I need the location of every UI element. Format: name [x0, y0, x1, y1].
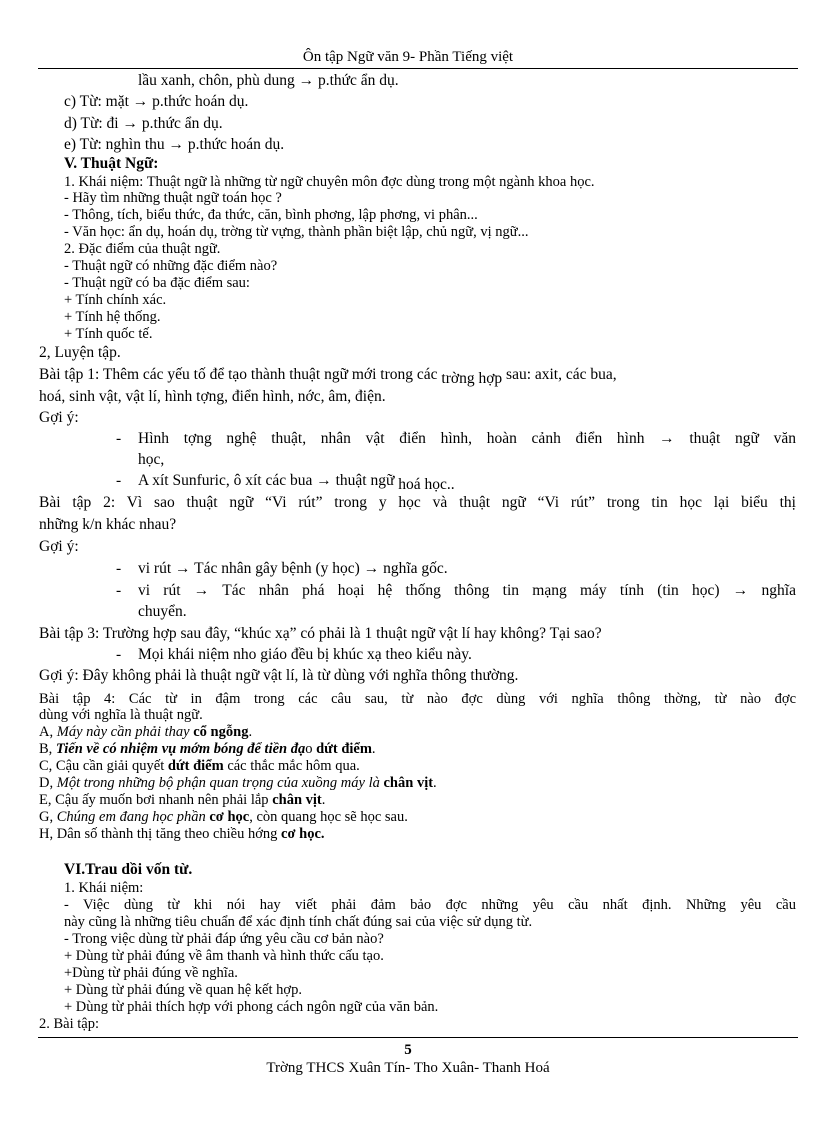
text-line: dùng với nghĩa là thuật ngữ.	[39, 707, 203, 723]
text-span: B,	[39, 741, 56, 757]
text-span: trờng hợp	[441, 370, 503, 387]
text-line	[39, 741, 376, 757]
text-span: .	[321, 792, 326, 808]
text-span: các thắc mắc hôm qua.	[223, 758, 360, 774]
bullet-dash: -	[116, 560, 122, 577]
page-number: 5	[404, 1042, 412, 1058]
text-line: 2, Luyện tập.	[39, 344, 121, 361]
text-span: chân vịt	[272, 792, 322, 808]
bullet-dash: -	[116, 582, 122, 599]
text-line: e) Từ: nghìn thu → p.thức hoán dụ.	[64, 136, 285, 153]
text-line: Bài tập 2: Vì sao thuật ngữ “Vi rút” trong y học và thuật ngữ “Vi rút” trong tin học lại biểu thị	[39, 494, 796, 511]
text-span: o	[305, 741, 317, 757]
text-line	[39, 724, 252, 740]
text-span: G,	[39, 809, 57, 825]
text-line: Gợi ý:	[39, 538, 79, 555]
text-line: + Tính hệ thống.	[64, 309, 161, 325]
text-line: +Dùng từ phải đúng về nghĩa.	[64, 965, 238, 981]
text-line: - Việc dùng từ khi nói hay viết phải đảm bảo đợc những yêu cầu nhất định. Những yêu cầu	[64, 897, 796, 913]
text-line	[39, 366, 617, 387]
text-span: , còn quang học sẽ học sau.	[249, 809, 408, 825]
text-span: A,	[39, 724, 57, 740]
text-line: c) Từ: mặt → p.thức hoán dụ.	[64, 93, 249, 110]
text-line: - Thuật ngữ có ba đặc điểm sau:	[64, 275, 250, 291]
text-span: cổ ngỗng	[193, 724, 249, 740]
text-line: - Hãy tìm những thuật ngữ toán học ?	[64, 190, 282, 206]
text-line: 1. Khái niệm:	[64, 880, 144, 896]
text-line: + Tính quốc tế.	[64, 326, 153, 342]
text-line: Gợi ý: Đây không phải là thuật ngữ vật lí, là từ dùng với nghĩa thông thường.	[39, 667, 519, 684]
text-span: sau: axit, các bua,	[506, 366, 617, 383]
text-line: hoá, sinh vật, vật lí, hình tợng, điển hình, nớc, âm, điện.	[39, 388, 386, 405]
text-line: Gợi ý:	[39, 409, 79, 426]
text-span: Máy này cần phải thay	[56, 724, 194, 740]
page-footer: Trờng THCS Xuân Tín- Tho Xuân- Thanh Hoá	[266, 1060, 550, 1076]
text-line	[39, 775, 437, 791]
text-line: chuyển.	[138, 603, 187, 620]
text-line: - Thuật ngữ có những đặc điểm nào?	[64, 258, 278, 274]
text-span: E, Cậu ấy muốn bơi nhanh nên phải lắp	[39, 792, 273, 808]
text-line: + Tính chính xác.	[64, 292, 167, 308]
text-span: Một trong những bộ phận quan trọng của xuồng máy là	[56, 775, 384, 791]
text-line: Bài tập 3: Trường hợp sau đây, “khúc xạ” có phải là 1 thuật ngữ vật lí hay không? Tại sao?	[39, 625, 602, 642]
page-header: Ôn tập Ngữ văn 9- Phần Tiếng việt	[302, 49, 514, 65]
footer-rule	[38, 1037, 798, 1038]
section-heading: VI.Trau dồi vốn từ.	[64, 861, 193, 878]
text-span: C, Cậu cần giải quyết	[39, 758, 168, 774]
text-line	[39, 792, 325, 808]
text-line	[138, 472, 455, 493]
text-span: cơ học	[209, 809, 250, 825]
text-line: - Thông, tích, biểu thức, đa thức, căn, bình phơng, lập phơng, vi phân...	[64, 207, 478, 223]
text-line: 2. Bài tập:	[39, 1016, 100, 1032]
text-line: vi rút → Tác nhân gây bệnh (y học) → nghĩa gốc.	[138, 560, 448, 577]
text-line: học,	[138, 451, 165, 468]
text-span: dứt điểm	[316, 741, 372, 757]
text-span: chân vịt	[383, 775, 434, 791]
text-line: lầu xanh, chôn, phù dung → p.thức ẩn dụ.	[138, 72, 399, 89]
text-line: + Dùng từ phải thích hợp với phong cách ngôn ngữ của văn bản.	[64, 999, 439, 1015]
text-line	[39, 826, 325, 842]
text-line: Hình tợng nghệ thuật, nhân vật điển hình, hoàn cảnh điển hình → thuật ngữ văn	[138, 430, 796, 447]
text-line: + Dùng từ phải đúng về quan hệ kết hợp.	[64, 982, 302, 998]
text-line: vi rút → Tác nhân phá hoại hệ thống thông tin mạng máy tính (tin học) → nghĩa	[138, 582, 796, 599]
section-heading: V. Thuật Ngữ:	[64, 155, 159, 172]
text-span: D,	[39, 775, 57, 791]
text-span: hoá học..	[398, 476, 455, 493]
text-line: 2. Đặc điểm của thuật ngữ.	[64, 241, 221, 257]
text-span: cơ học.	[281, 826, 325, 842]
text-line: - Văn học: ẩn dụ, hoán dụ, trờng từ vựng, thành phần biệt lập, chủ ngữ, vị ngữ...	[64, 224, 529, 240]
text-line	[39, 758, 360, 774]
text-span: dứt điểm	[167, 758, 224, 774]
text-span: .	[248, 724, 253, 740]
text-line: Mọi khái niệm nho giáo đều bị khúc xạ theo kiểu này.	[138, 646, 472, 663]
text-span: Tiến về có nhiệm vụ mớm bóng để tiền đạ	[55, 741, 306, 757]
text-line: Bài tập 4: Các từ in đậm trong các câu sau, từ nào đợc dùng với nghĩa thông thờng, từ nào đợc	[39, 691, 796, 707]
bullet-dash: -	[116, 646, 122, 663]
text-span: H, Dân số thành thị tăng theo chiều hớng	[39, 826, 282, 842]
header-rule	[38, 68, 798, 69]
text-line: + Dùng từ phải đúng về âm thanh và hình thức cấu tạo.	[64, 948, 384, 964]
bullet-dash: -	[116, 430, 122, 447]
text-line: những k/n khác nhau?	[39, 516, 177, 533]
text-span: Bài tập 1: Thêm các yếu tố để tạo thành thuật ngữ mới trong các	[39, 366, 438, 383]
text-span: .	[371, 741, 376, 757]
text-line: 1. Khái niệm: Thuật ngữ là những từ ngữ chuyên môn đợc dùng trong một ngành khoa học.	[64, 174, 595, 190]
text-line: - Trong việc dùng từ phải đáp ứng yêu cầu cơ bản nào?	[64, 931, 384, 947]
text-span: .	[433, 775, 437, 791]
text-line: này cũng là những tiêu chuẩn để xác định tính chất đúng sai của việc sử dụng từ.	[64, 914, 533, 930]
bullet-dash: -	[116, 472, 122, 489]
text-span: A xít Sunfuric, ô xít các bua → thuật ngữ	[138, 472, 395, 489]
text-line: d) Từ: đi → p.thức ẩn dụ.	[64, 115, 223, 132]
text-line	[39, 809, 408, 825]
text-span: Chúng em đang học phần	[56, 809, 210, 825]
